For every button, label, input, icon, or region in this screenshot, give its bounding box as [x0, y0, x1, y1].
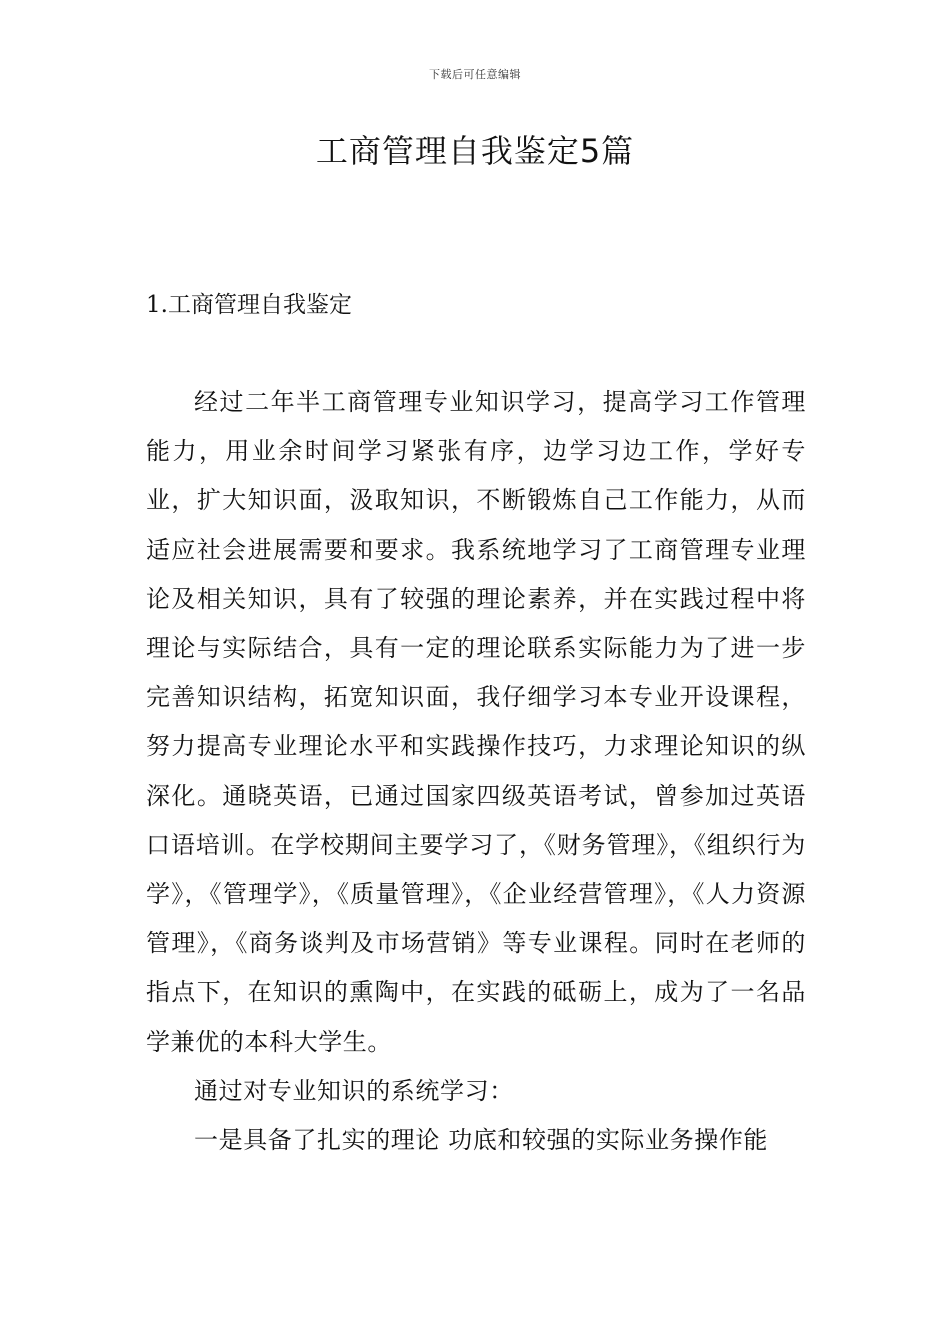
- section-heading: 1.工商管理自我鉴定: [146, 292, 352, 318]
- document-title: 工商管理自我鉴定5篇: [315, 132, 635, 170]
- body-text: [146, 378, 806, 1165]
- paragraph: 通过对专业知识的系统学习：: [194, 1076, 514, 1105]
- header-note: 下载后可任意编辑: [429, 68, 521, 81]
- paragraph: 一是具备了扎实的理论 功底和较强的实际业务操作能: [194, 1126, 769, 1155]
- paragraph: 经过二年半工商管理专业知识学习，提高学习工作管理能力，用业余时间学习紧张有序，边学习边工作，学好专业，扩大知识面，汲取知识，不断锻炼自己工作能力，从而适应社会进展需要和要求。我系统地学习了工商管理专业理论及相关知识，具有了较强的理论素养，并在实践过程中将理论与实际结合，具有一定的理论联系实际能力为了进一步完善知识结构，拓宽知识面，我仔细学习本专业开设课程，努力提高专业理论水平和实践操作技巧，力求理论知识的纵深化。通晓英语，已通过国家四级英语考试，曾参加过英语口语培训。在学校期间主要学习了，《财务管理》，《组织行为学》，《管理学》，《质量管理》，《企业经营管理》，《人力资源管理》，《商务谈判及市场营销》等专业课程。同时在老师的指点下，在知识的熏陶中，在实践的砥砺上，成为了一名品学兼优的本科大学生。: [146, 388, 806, 1056]
